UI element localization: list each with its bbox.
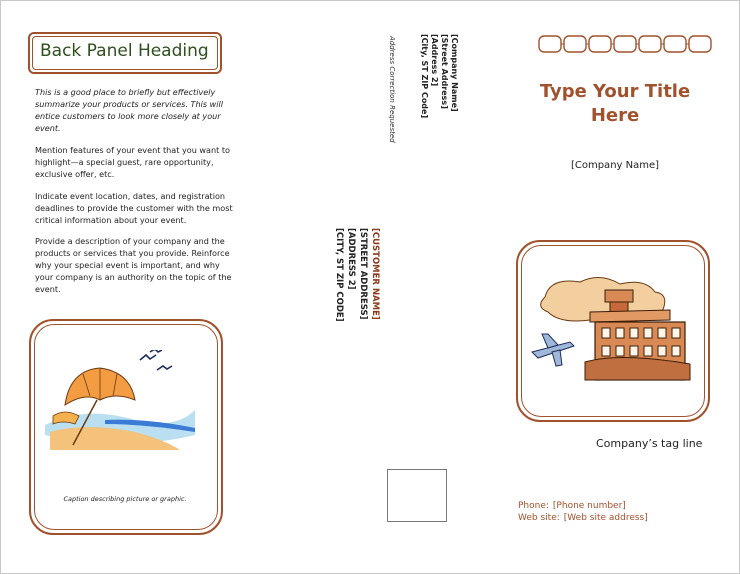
customer-address-block xyxy=(333,228,381,322)
return-street: [Street Address] xyxy=(440,34,449,109)
address-correction-note: Address Correction Requested xyxy=(388,36,396,143)
back-panel-paragraph-4: Provide a description of your company and the products or services that you provide. Reinforce why your special event is important, and why your company is an authority on the topic of the event. xyxy=(35,236,232,294)
website-value: [Web site address] xyxy=(563,513,648,523)
website-label: Web site: xyxy=(518,513,560,523)
return-address-block xyxy=(419,34,459,118)
chain-ornament-icon xyxy=(537,33,717,55)
picture-caption: Caption describing picture or graphic. xyxy=(63,495,187,503)
back-panel-heading: Back Panel Heading xyxy=(40,41,209,61)
website-line xyxy=(518,513,652,523)
return-company: [Company Name] xyxy=(450,34,459,112)
phone-value: [Phone number] xyxy=(552,501,626,511)
back-panel-heading-box xyxy=(28,32,222,74)
building-airplane-icon xyxy=(530,272,695,387)
customer-name: [CUSTOMER NAME] xyxy=(370,228,380,320)
beach-umbrella-icon xyxy=(45,350,205,450)
customer-street: [STREET ADDRESS] xyxy=(358,228,368,320)
postage-stamp-box xyxy=(387,469,447,522)
customer-address-2: [ADDRESS 2] xyxy=(346,228,356,290)
back-panel-paragraph-1: This is a good place to briefly but effectively summarize your products or services. This will entice customers to look more closely at your event. xyxy=(35,87,224,133)
back-panel-paragraph-3: Indicate event location, dates, and registration deadlines to provide the customer with the most critical information about your event. xyxy=(35,191,233,225)
phone-label: Phone: xyxy=(518,501,549,511)
return-address-2: [Address 2] xyxy=(430,34,439,87)
cover-company-name: [Company Name] xyxy=(570,160,660,171)
back-panel-paragraph-2: Mention features of your event that you want to highlight—a special guest, rare opportunity, exclusive offer, etc. xyxy=(35,145,230,179)
customer-city: [CITY, ST ZIP CODE] xyxy=(334,228,344,322)
phone-line xyxy=(518,501,630,511)
return-city: [City, ST ZIP Code] xyxy=(420,34,429,119)
cover-title: Type Your Title Here xyxy=(539,81,691,126)
company-tagline: Company’s tag line xyxy=(596,437,703,450)
